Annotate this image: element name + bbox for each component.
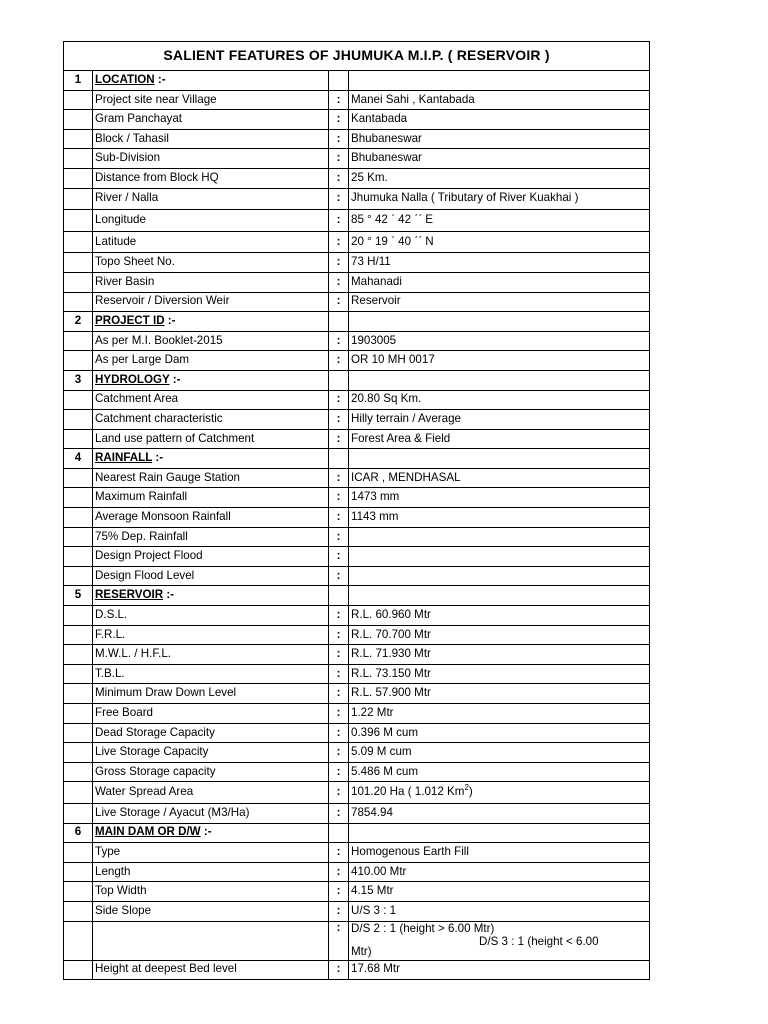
row-label: Nearest Rain Gauge Station [93, 468, 329, 488]
separator-cell: : [329, 645, 349, 665]
row-label: 75% Dep. Rainfall [93, 527, 329, 547]
separator-cell [329, 370, 349, 390]
row-label: Topo Sheet No. [93, 253, 329, 273]
row-value: U/S 3 : 1 [349, 901, 650, 921]
separator-cell: : [329, 862, 349, 882]
row-value: 410.00 Mtr [349, 862, 650, 882]
row-number-cell [64, 429, 93, 449]
row-value: OR 10 MH 0017 [349, 351, 650, 371]
separator-cell: : [329, 566, 349, 586]
table-row [64, 351, 650, 371]
separator-cell: : [329, 762, 349, 782]
section-heading-suffix: :- [169, 372, 181, 386]
row-value: 17.68 Mtr [349, 960, 650, 980]
separator-cell: : [329, 210, 349, 232]
table-row [64, 882, 650, 902]
row-value: Kantabada [349, 110, 650, 130]
table-row [64, 410, 650, 430]
row-label: Free Board [93, 704, 329, 724]
row-label: D.S.L. [93, 606, 329, 626]
table-row [64, 723, 650, 743]
section-heading-text: RAINFALL [95, 451, 153, 465]
row-label: M.W.L. / H.F.L. [93, 645, 329, 665]
row-label: T.B.L. [93, 664, 329, 684]
document-title: SALIENT FEATURES OF JHUMUKA M.I.P. ( RESERVOIR ) [64, 42, 650, 71]
section-heading [93, 312, 329, 332]
row-number-cell [64, 527, 93, 547]
separator-cell: : [329, 488, 349, 508]
row-value: Mahanadi [349, 272, 650, 292]
row-number-cell [64, 645, 93, 665]
section-heading-suffix: :- [163, 588, 175, 602]
row-label: Sub-Division [93, 149, 329, 169]
section-number: 5 [64, 586, 93, 606]
table-row [64, 843, 650, 863]
separator-cell: : [329, 129, 349, 149]
table-row [64, 168, 650, 188]
row-number-cell [64, 862, 93, 882]
row-value: 0.396 M cum [349, 723, 650, 743]
separator-cell: : [329, 90, 349, 110]
row-number-cell [64, 90, 93, 110]
row-value: ICAR , MENDHASAL [349, 468, 650, 488]
row-number-cell [64, 684, 93, 704]
row-label: Design Flood Level [93, 566, 329, 586]
row-number-cell [64, 292, 93, 312]
section-heading-text: MAIN DAM OR D/W [95, 825, 201, 839]
row-label: Live Storage Capacity [93, 743, 329, 763]
table-row [64, 704, 650, 724]
row-number-cell [64, 547, 93, 567]
separator-cell: : [329, 921, 349, 960]
row-number-cell [64, 390, 93, 410]
separator-cell: : [329, 231, 349, 253]
row-label: River Basin [93, 272, 329, 292]
row-value: 7854.94 [349, 803, 650, 823]
row-value: Reservoir [349, 292, 650, 312]
separator-cell: : [329, 292, 349, 312]
row-value: 25 Km. [349, 168, 650, 188]
separator-cell: : [329, 429, 349, 449]
row-label: Catchment characteristic [93, 410, 329, 430]
row-number-cell [64, 110, 93, 130]
section-number: 4 [64, 449, 93, 469]
row-value: 1903005 [349, 331, 650, 351]
separator-cell: : [329, 704, 349, 724]
separator-cell [329, 71, 349, 91]
separator-cell: : [329, 253, 349, 273]
separator-cell: : [329, 684, 349, 704]
row-number-cell [64, 664, 93, 684]
section-number: 2 [64, 312, 93, 332]
row-label: Height at deepest Bed level [93, 960, 329, 980]
row-value-multiline [349, 921, 650, 960]
separator-cell: : [329, 606, 349, 626]
row-value: 20 ° 19 ˊ 40 ˊˊ N [349, 231, 650, 253]
table-row [64, 803, 650, 823]
row-value: 4.15 Mtr [349, 882, 650, 902]
row-value: 20.80 Sq Km. [349, 390, 650, 410]
row-value [349, 566, 650, 586]
row-label: Land use pattern of Catchment [93, 429, 329, 449]
row-label: Gram Panchayat [93, 110, 329, 130]
section-header-row [64, 823, 650, 843]
table-row [64, 149, 650, 169]
row-label: Reservoir / Diversion Weir [93, 292, 329, 312]
row-value: Hilly terrain / Average [349, 410, 650, 430]
row-label: Type [93, 843, 329, 863]
table-row [64, 188, 650, 210]
row-label: Top Width [93, 882, 329, 902]
table-row [64, 253, 650, 273]
section-heading [93, 586, 329, 606]
row-number-cell [64, 901, 93, 921]
row-label: As per Large Dam [93, 351, 329, 371]
table-row [64, 231, 650, 253]
section-number: 3 [64, 370, 93, 390]
section-heading-text: RESERVOIR [95, 588, 164, 602]
row-label: Water Spread Area [93, 782, 329, 804]
table-row [64, 684, 650, 704]
row-value: Homogenous Earth Fill [349, 843, 650, 863]
separator-cell: : [329, 743, 349, 763]
separator-cell: : [329, 723, 349, 743]
row-label: Side Slope [93, 901, 329, 921]
row-number-cell [64, 231, 93, 253]
section-heading [93, 370, 329, 390]
row-number-cell [64, 168, 93, 188]
row-value: Bhubaneswar [349, 129, 650, 149]
row-number-cell [64, 331, 93, 351]
table-row [64, 782, 650, 804]
section-heading-suffix: :- [152, 451, 164, 465]
separator-cell [329, 586, 349, 606]
row-number-cell [64, 468, 93, 488]
row-number-cell [64, 488, 93, 508]
separator-cell: : [329, 803, 349, 823]
row-label: As per M.I. Booklet-2015 [93, 331, 329, 351]
separator-cell: : [329, 882, 349, 902]
separator-cell: : [329, 331, 349, 351]
section-heading-suffix: :- [200, 825, 212, 839]
row-number-cell [64, 508, 93, 528]
table-row [64, 664, 650, 684]
row-value: R.L. 57.900 Mtr [349, 684, 650, 704]
separator-cell: : [329, 508, 349, 528]
salient-features-table [63, 41, 650, 980]
separator-cell: : [329, 468, 349, 488]
row-value: R.L. 70.700 Mtr [349, 625, 650, 645]
separator-cell: : [329, 188, 349, 210]
row-label: Minimum Draw Down Level [93, 684, 329, 704]
table-row [64, 743, 650, 763]
section-heading [93, 823, 329, 843]
table-row [64, 527, 650, 547]
row-number-cell [64, 188, 93, 210]
row-value: Jhumuka Nalla ( Tributary of River Kuakhai ) [349, 188, 650, 210]
row-value: 1473 mm [349, 488, 650, 508]
table-row [64, 272, 650, 292]
separator-cell [329, 823, 349, 843]
row-number-cell [64, 410, 93, 430]
section-heading-text: LOCATION [95, 72, 155, 86]
section-header-row [64, 312, 650, 332]
section-number: 6 [64, 823, 93, 843]
table-row [64, 292, 650, 312]
section-header-row [64, 449, 650, 469]
table-row [64, 468, 650, 488]
row-label: Maximum Rainfall [93, 488, 329, 508]
row-number-cell [64, 129, 93, 149]
separator-cell: : [329, 110, 349, 130]
row-number-cell [64, 782, 93, 804]
table-row [64, 508, 650, 528]
table-row [64, 331, 650, 351]
row-value: Bhubaneswar [349, 149, 650, 169]
row-value [349, 527, 650, 547]
superscript: 2 [464, 783, 469, 793]
row-label: Distance from Block HQ [93, 168, 329, 188]
separator-cell: : [329, 272, 349, 292]
row-number-cell [64, 743, 93, 763]
table-row [64, 90, 650, 110]
table-row [64, 901, 650, 921]
table-row [64, 606, 650, 626]
value-cell [349, 370, 650, 390]
table-row [64, 547, 650, 567]
row-value: 5.486 M cum [349, 762, 650, 782]
row-value: 85 ° 42 ˊ 42 ˊˊ E [349, 210, 650, 232]
title-row [64, 42, 650, 71]
ds-line-2: D/S 3 : 1 (height < 6.00 [479, 934, 599, 948]
section-heading-text: HYDROLOGY [95, 372, 170, 386]
row-value: 1143 mm [349, 508, 650, 528]
section-heading [93, 71, 329, 91]
row-value: 1.22 Mtr [349, 704, 650, 724]
separator-cell [329, 449, 349, 469]
row-label: Gross Storage capacity [93, 762, 329, 782]
table-row [64, 110, 650, 130]
row-number-cell [64, 351, 93, 371]
table-row [64, 862, 650, 882]
separator-cell: : [329, 149, 349, 169]
section-header-row [64, 71, 650, 91]
ds-line-1: D/S 2 : 1 (height > 6.00 Mtr) [351, 921, 495, 935]
separator-cell: : [329, 547, 349, 567]
row-number-cell [64, 704, 93, 724]
row-number-cell [64, 272, 93, 292]
row-value: Manei Sahi , Kantabada [349, 90, 650, 110]
separator-cell: : [329, 901, 349, 921]
table-row [64, 960, 650, 980]
salient-features-sheet [63, 41, 649, 980]
section-heading-suffix: :- [154, 72, 166, 86]
row-label: Longitude [93, 210, 329, 232]
row-number-cell [64, 566, 93, 586]
table-row [64, 625, 650, 645]
separator-cell: : [329, 960, 349, 980]
row-label: Length [93, 862, 329, 882]
value-cell [349, 586, 650, 606]
row-number-cell [64, 882, 93, 902]
row-label: Design Project Flood [93, 547, 329, 567]
row-value: 73 H/11 [349, 253, 650, 273]
row-value: Forest Area & Field [349, 429, 650, 449]
row-label: Average Monsoon Rainfall [93, 508, 329, 528]
row-number-cell [64, 723, 93, 743]
row-label: River / Nalla [93, 188, 329, 210]
row-value: R.L. 60.960 Mtr [349, 606, 650, 626]
row-label: Project site near Village [93, 90, 329, 110]
row-label: Latitude [93, 231, 329, 253]
row-label: Catchment Area [93, 390, 329, 410]
table-row [64, 390, 650, 410]
row-number-cell [64, 606, 93, 626]
table-row [64, 429, 650, 449]
section-heading [93, 449, 329, 469]
row-number-cell [64, 803, 93, 823]
value-cell [349, 449, 650, 469]
value-cell [349, 823, 650, 843]
row-number-cell [64, 253, 93, 273]
row-label: Dead Storage Capacity [93, 723, 329, 743]
table-row [64, 566, 650, 586]
row-value: R.L. 73.150 Mtr [349, 664, 650, 684]
row-number-cell [64, 762, 93, 782]
value-cell [349, 71, 650, 91]
separator-cell: : [329, 664, 349, 684]
row-number-cell [64, 843, 93, 863]
section-header-row [64, 370, 650, 390]
separator-cell: : [329, 625, 349, 645]
section-heading-suffix: :- [164, 314, 176, 328]
row-label: Block / Tahasil [93, 129, 329, 149]
separator-cell: : [329, 782, 349, 804]
table-row [64, 210, 650, 232]
ds-line-3: Mtr) [351, 945, 372, 959]
section-header-row [64, 586, 650, 606]
side-slope-ds-row [64, 921, 650, 960]
table-row [64, 129, 650, 149]
row-number-cell [64, 210, 93, 232]
table-row [64, 645, 650, 665]
table-row [64, 488, 650, 508]
row-value: 101.20 Ha ( 1.012 Km$^2$) [349, 782, 650, 804]
separator-cell: : [329, 390, 349, 410]
separator-cell: : [329, 843, 349, 863]
row-number-cell [64, 625, 93, 645]
separator-cell: : [329, 410, 349, 430]
section-number: 1 [64, 71, 93, 91]
separator-cell: : [329, 168, 349, 188]
table-row [64, 762, 650, 782]
value-cell [349, 312, 650, 332]
row-value [349, 547, 650, 567]
row-value: 5.09 M cum [349, 743, 650, 763]
row-number-cell [64, 960, 93, 980]
separator-cell: : [329, 351, 349, 371]
row-number-cell [64, 921, 93, 960]
row-label: F.R.L. [93, 625, 329, 645]
separator-cell: : [329, 527, 349, 547]
row-label [93, 921, 329, 960]
row-label: Live Storage / Ayacut (M3/Ha) [93, 803, 329, 823]
row-number-cell [64, 149, 93, 169]
section-heading-text: PROJECT ID [95, 314, 165, 328]
row-value: R.L. 71.930 Mtr [349, 645, 650, 665]
separator-cell [329, 312, 349, 332]
